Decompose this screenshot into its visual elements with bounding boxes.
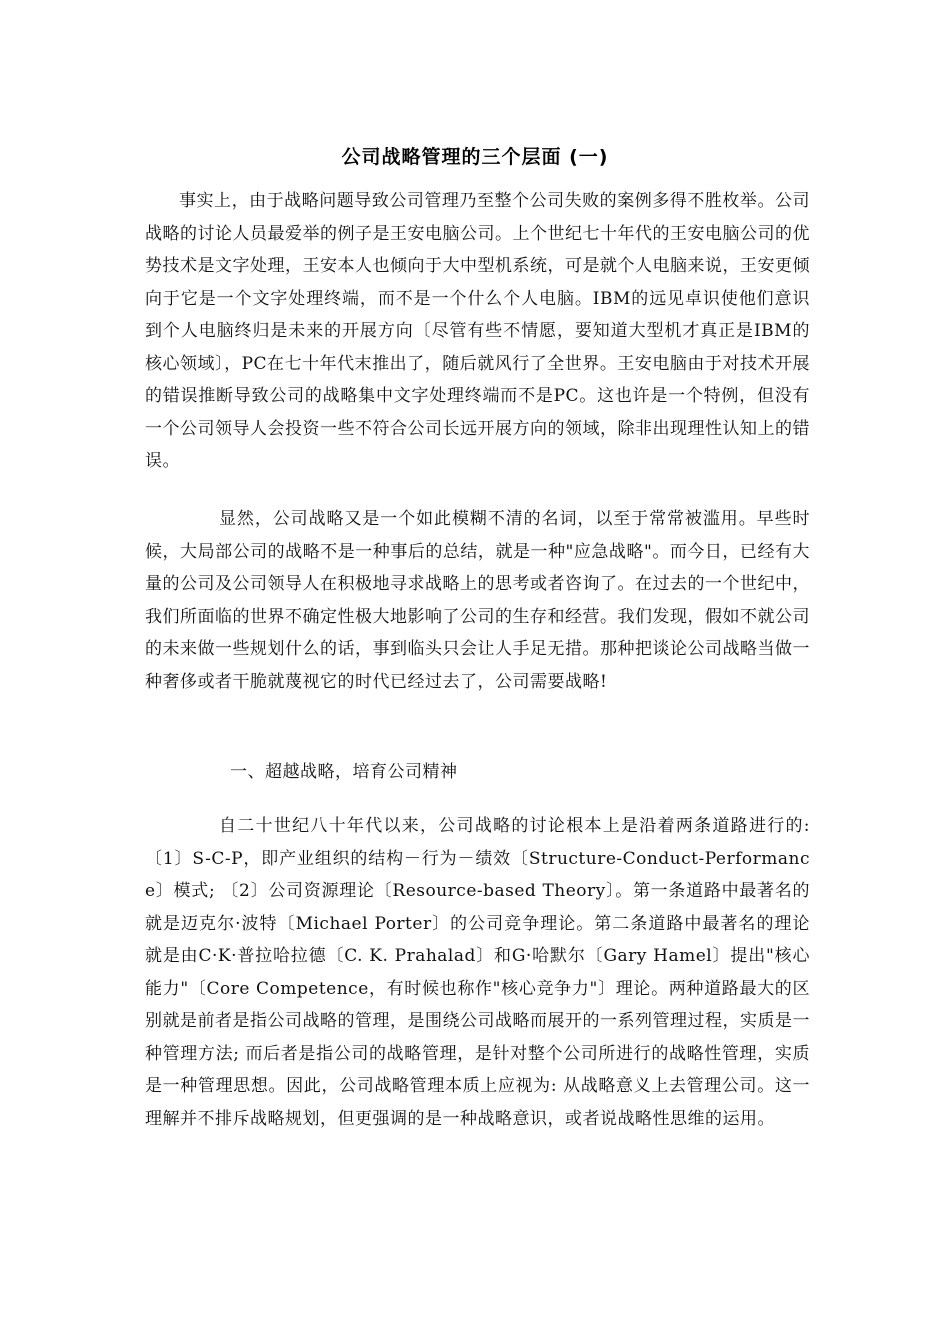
paragraph-wang-computer-case: 事实上，由于战略问题导致公司管理乃至整个公司失败的案例多得不胜枚举。公司战略的讨论人员最爱举的例子是王安电脑公司。上个世纪七十年代的王安电脑公司的优势技术是文字处理，王安本人也倾向于大中型机系统，可是就个人电脑来说，王安更倾向于它是一个文字处理终端，而不是一个什么个人电脑。IBM的远见卓识使他们意识到个人电脑终归是未来的开展方向〔尽管有些不情愿，要知道大型机才真正是IBM的核心领域〕，PC在七十年代末推出了，随后就风行了全世界。王安电脑由于对技术开展的错误推断导致公司的战略集中文字处理终端而不是PC。这也许是一个特例，但没有一个公司领导人会投资一些不符合公司长远开展方向的领域，除非出现理性认知上的错误。: [145, 191, 810, 471]
section-heading: 一、超越战略，培育公司精神: [230, 762, 458, 782]
paragraph-strategy-theories: 自二十世纪八十年代以来，公司战略的讨论根本上是沿着两条道路进行的: 〔1〕S-C-P，即产业组织的结构－行为－绩效〔Structure-Conduct-Performance〕模式; 〔2〕公司资源理论〔Resource-based Theory〕。第一条道路中最著名的就是迈克尔·波特〔Michael Porter〕的公司竞争理论。第二条道路中最著名的理论就是由C·K·普拉哈拉德〔C. K. Prahalad〕和G·哈默尔〔Gary Hamel〕提出"核心能力"〔Core Competence，有时候也称作"核心竞争力"〕理论。两种道路最大的区别就是前者是指公司战略的管理，是围绕公司战略而展开的一系列管理过程，实质是一种管理方法; 而后者是指公司的战略管理，是针对整个公司所进行的战略性管理，实质是一种管理思想。因此，公司战略管理本质上应视为: 从战略意义上去管理公司。这一理解并不排斥战略规划，但更强调的是一种战略意识，或者说战略性思维的运用。: [145, 816, 810, 1129]
document-title: 公司战略管理的三个层面 (一): [341, 146, 609, 168]
paragraph-strategy-necessity: 显然，公司战略又是一个如此模糊不清的名词，以至于常常被滥用。早些时候，大局部公司的战略不是一种事后的总结，就是一种"应急战略"。而今日，已经有大量的公司及公司领导人在积极地寻求战略上的思考或者咨询了。在过去的一个世纪中，我们所面临的世界不确定性极大地影响了公司的生存和经营。我们发现，假如不就公司的未来做一些规划什么的话，事到临头只会让人手足无措。那种把谈论公司战略当做一种奢侈或者干脆就蔑视它的时代已经过去了，公司需要战略!: [145, 509, 810, 692]
